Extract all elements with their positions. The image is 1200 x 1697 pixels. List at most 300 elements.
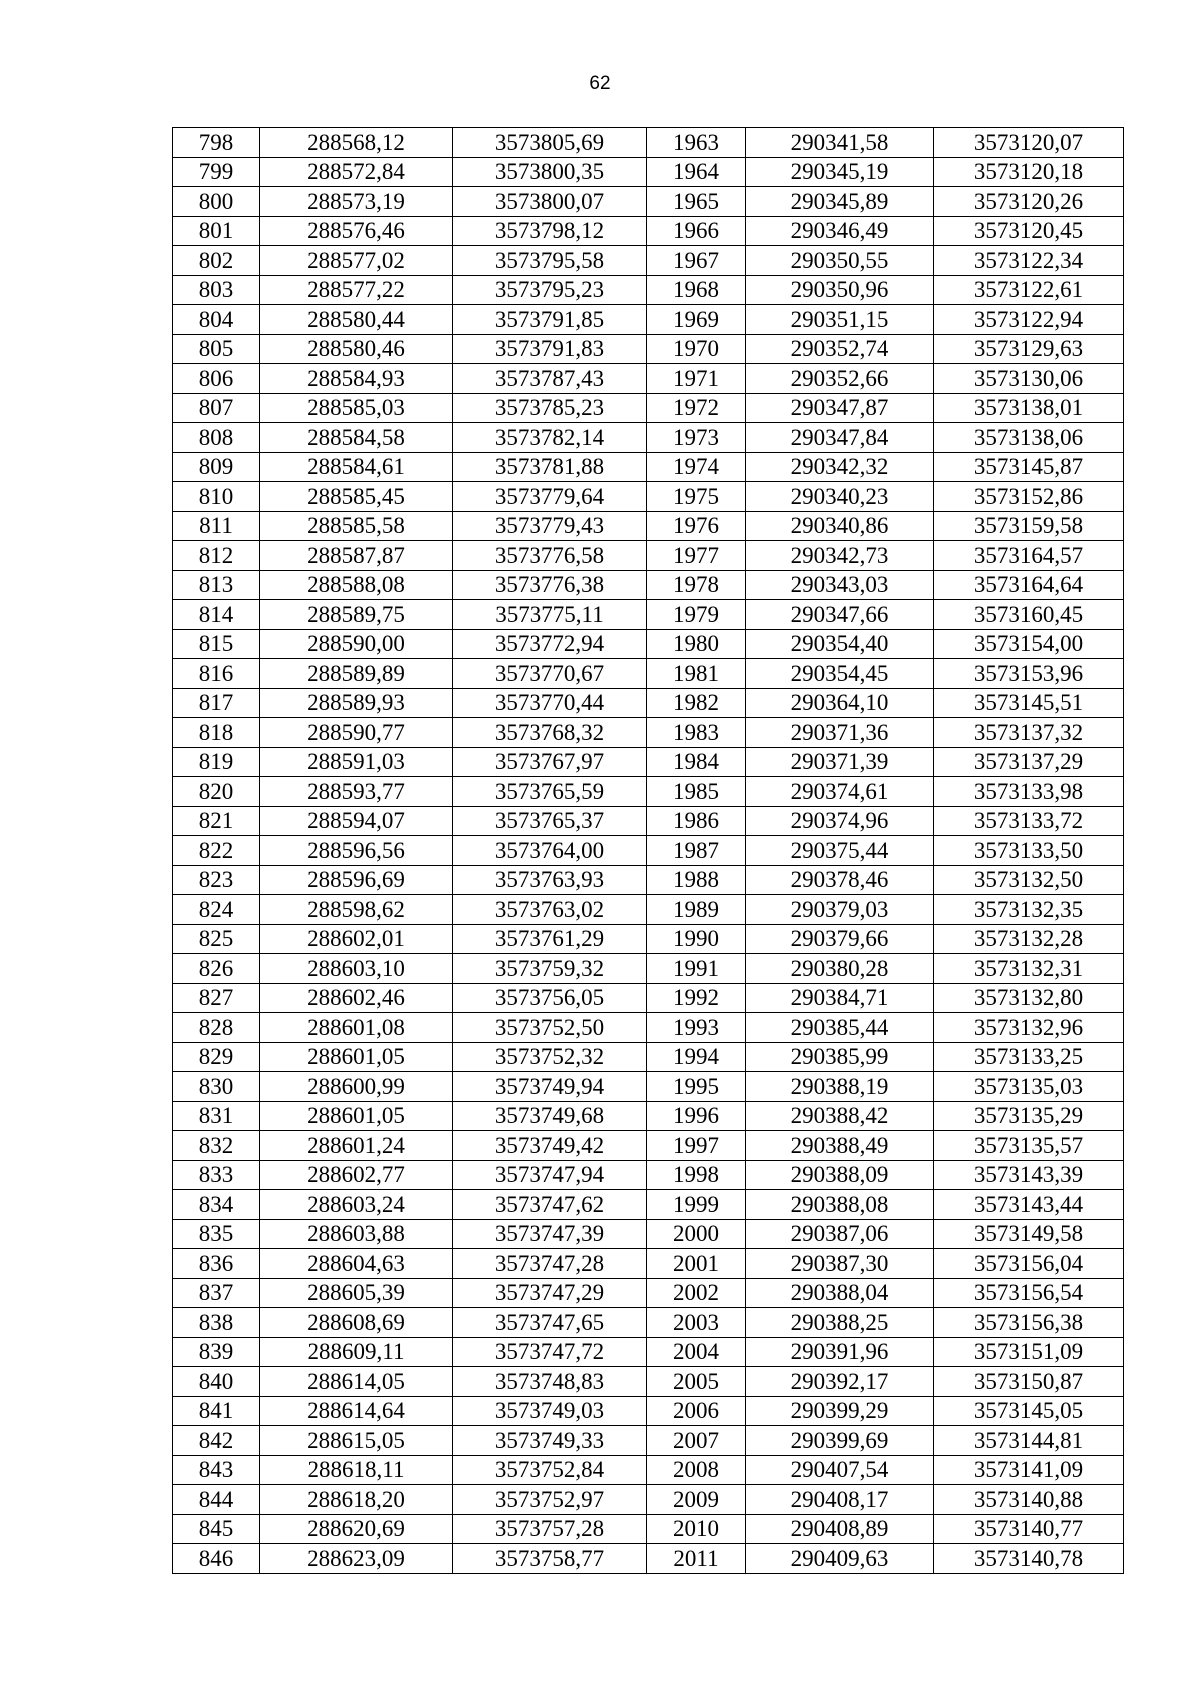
table-cell-y-coordinate-left: 3573761,29 bbox=[453, 924, 647, 954]
table-cell-point-number-left: 823 bbox=[173, 865, 260, 895]
table-row bbox=[173, 718, 1124, 748]
table-cell-y-coordinate-left: 3573772,94 bbox=[453, 629, 647, 659]
table-cell-y-coordinate-left: 3573747,62 bbox=[453, 1190, 647, 1220]
table-cell-y-coordinate-right: 3573120,07 bbox=[934, 128, 1124, 158]
table-cell-y-coordinate-right: 3573151,09 bbox=[934, 1337, 1124, 1367]
table-cell-point-number-left: 804 bbox=[173, 305, 260, 335]
table-cell-point-number-right: 1974 bbox=[647, 452, 746, 482]
table-row bbox=[173, 275, 1124, 305]
coordinates-table-body bbox=[173, 128, 1124, 1574]
table-row bbox=[173, 511, 1124, 541]
table-cell-x-coordinate-right: 290350,96 bbox=[746, 275, 934, 305]
table-cell-x-coordinate-right: 290351,15 bbox=[746, 305, 934, 335]
table-cell-y-coordinate-left: 3573791,85 bbox=[453, 305, 647, 335]
table-cell-point-number-left: 802 bbox=[173, 246, 260, 276]
table-cell-x-coordinate-right: 290385,44 bbox=[746, 1013, 934, 1043]
table-cell-y-coordinate-left: 3573759,32 bbox=[453, 954, 647, 984]
table-row bbox=[173, 1042, 1124, 1072]
table-cell-x-coordinate-right: 290352,74 bbox=[746, 334, 934, 364]
table-cell-x-coordinate-left: 288572,84 bbox=[260, 157, 453, 187]
table-cell-y-coordinate-left: 3573747,29 bbox=[453, 1278, 647, 1308]
table-cell-x-coordinate-left: 288573,19 bbox=[260, 187, 453, 217]
table-cell-x-coordinate-left: 288620,69 bbox=[260, 1514, 453, 1544]
table-row bbox=[173, 1367, 1124, 1397]
table-cell-x-coordinate-right: 290342,73 bbox=[746, 541, 934, 571]
table-cell-point-number-left: 818 bbox=[173, 718, 260, 748]
table-row bbox=[173, 1219, 1124, 1249]
table-cell-point-number-left: 808 bbox=[173, 423, 260, 453]
table-row bbox=[173, 216, 1124, 246]
table-cell-y-coordinate-left: 3573752,32 bbox=[453, 1042, 647, 1072]
table-cell-y-coordinate-left: 3573747,94 bbox=[453, 1160, 647, 1190]
table-cell-y-coordinate-left: 3573758,77 bbox=[453, 1544, 647, 1574]
table-cell-point-number-left: 814 bbox=[173, 600, 260, 630]
table-cell-point-number-right: 1973 bbox=[647, 423, 746, 453]
table-cell-x-coordinate-right: 290388,08 bbox=[746, 1190, 934, 1220]
table-row bbox=[173, 688, 1124, 718]
table-cell-x-coordinate-left: 288587,87 bbox=[260, 541, 453, 571]
table-cell-y-coordinate-right: 3573149,58 bbox=[934, 1219, 1124, 1249]
table-cell-point-number-left: 845 bbox=[173, 1514, 260, 1544]
table-cell-y-coordinate-right: 3573150,87 bbox=[934, 1367, 1124, 1397]
table-cell-x-coordinate-right: 290371,39 bbox=[746, 747, 934, 777]
table-row bbox=[173, 393, 1124, 423]
table-cell-point-number-left: 833 bbox=[173, 1160, 260, 1190]
table-cell-y-coordinate-left: 3573749,42 bbox=[453, 1131, 647, 1161]
table-cell-x-coordinate-left: 288603,88 bbox=[260, 1219, 453, 1249]
table-row bbox=[173, 452, 1124, 482]
table-cell-x-coordinate-left: 288614,64 bbox=[260, 1396, 453, 1426]
table-cell-y-coordinate-left: 3573800,07 bbox=[453, 187, 647, 217]
table-cell-point-number-left: 827 bbox=[173, 983, 260, 1013]
table-row bbox=[173, 187, 1124, 217]
table-cell-x-coordinate-right: 290399,69 bbox=[746, 1426, 934, 1456]
table-cell-x-coordinate-left: 288585,58 bbox=[260, 511, 453, 541]
table-row bbox=[173, 836, 1124, 866]
table-cell-point-number-right: 2006 bbox=[647, 1396, 746, 1426]
table-cell-x-coordinate-right: 290388,19 bbox=[746, 1072, 934, 1102]
table-cell-x-coordinate-left: 288596,56 bbox=[260, 836, 453, 866]
table-cell-x-coordinate-left: 288604,63 bbox=[260, 1249, 453, 1279]
table-row bbox=[173, 364, 1124, 394]
table-cell-point-number-right: 2009 bbox=[647, 1485, 746, 1515]
table-cell-point-number-left: 800 bbox=[173, 187, 260, 217]
table-cell-x-coordinate-right: 290371,36 bbox=[746, 718, 934, 748]
table-cell-y-coordinate-left: 3573749,94 bbox=[453, 1072, 647, 1102]
table-row bbox=[173, 806, 1124, 836]
table-cell-y-coordinate-right: 3573122,34 bbox=[934, 246, 1124, 276]
table-cell-x-coordinate-right: 290354,45 bbox=[746, 659, 934, 689]
table-cell-point-number-right: 1996 bbox=[647, 1101, 746, 1131]
table-row bbox=[173, 1426, 1124, 1456]
table-row bbox=[173, 334, 1124, 364]
table-cell-x-coordinate-right: 290347,87 bbox=[746, 393, 934, 423]
table-cell-x-coordinate-right: 290354,40 bbox=[746, 629, 934, 659]
table-cell-y-coordinate-left: 3573748,83 bbox=[453, 1367, 647, 1397]
table-cell-x-coordinate-left: 288580,46 bbox=[260, 334, 453, 364]
table-cell-x-coordinate-left: 288618,20 bbox=[260, 1485, 453, 1515]
table-row bbox=[173, 1485, 1124, 1515]
table-row bbox=[173, 246, 1124, 276]
table-row bbox=[173, 1013, 1124, 1043]
table-row bbox=[173, 983, 1124, 1013]
table-cell-x-coordinate-right: 290407,54 bbox=[746, 1455, 934, 1485]
table-cell-point-number-right: 1975 bbox=[647, 482, 746, 512]
table-cell-point-number-right: 1966 bbox=[647, 216, 746, 246]
table-cell-point-number-left: 806 bbox=[173, 364, 260, 394]
table-row bbox=[173, 1544, 1124, 1574]
table-cell-point-number-left: 835 bbox=[173, 1219, 260, 1249]
table-cell-y-coordinate-left: 3573779,64 bbox=[453, 482, 647, 512]
table-cell-point-number-right: 1994 bbox=[647, 1042, 746, 1072]
table-row bbox=[173, 1337, 1124, 1367]
table-cell-y-coordinate-right: 3573141,09 bbox=[934, 1455, 1124, 1485]
table-cell-point-number-right: 2005 bbox=[647, 1367, 746, 1397]
table-cell-x-coordinate-left: 288577,22 bbox=[260, 275, 453, 305]
table-cell-point-number-right: 1976 bbox=[647, 511, 746, 541]
table-cell-point-number-left: 842 bbox=[173, 1426, 260, 1456]
table-cell-y-coordinate-left: 3573763,02 bbox=[453, 895, 647, 925]
table-cell-y-coordinate-right: 3573135,29 bbox=[934, 1101, 1124, 1131]
table-cell-x-coordinate-right: 290387,06 bbox=[746, 1219, 934, 1249]
table-cell-y-coordinate-left: 3573765,59 bbox=[453, 777, 647, 807]
table-cell-x-coordinate-right: 290343,03 bbox=[746, 570, 934, 600]
table-cell-y-coordinate-left: 3573749,03 bbox=[453, 1396, 647, 1426]
table-cell-y-coordinate-right: 3573138,01 bbox=[934, 393, 1124, 423]
table-cell-y-coordinate-left: 3573768,32 bbox=[453, 718, 647, 748]
table-cell-x-coordinate-left: 288568,12 bbox=[260, 128, 453, 158]
table-cell-point-number-left: 840 bbox=[173, 1367, 260, 1397]
table-cell-x-coordinate-left: 288589,75 bbox=[260, 600, 453, 630]
table-cell-x-coordinate-right: 290350,55 bbox=[746, 246, 934, 276]
table-cell-point-number-left: 819 bbox=[173, 747, 260, 777]
table-cell-x-coordinate-right: 290387,30 bbox=[746, 1249, 934, 1279]
table-cell-y-coordinate-right: 3573152,86 bbox=[934, 482, 1124, 512]
table-cell-point-number-right: 2011 bbox=[647, 1544, 746, 1574]
table-cell-x-coordinate-left: 288580,44 bbox=[260, 305, 453, 335]
table-cell-x-coordinate-left: 288576,46 bbox=[260, 216, 453, 246]
table-cell-point-number-left: 820 bbox=[173, 777, 260, 807]
table-cell-y-coordinate-left: 3573747,72 bbox=[453, 1337, 647, 1367]
table-cell-point-number-right: 1971 bbox=[647, 364, 746, 394]
table-cell-point-number-right: 1964 bbox=[647, 157, 746, 187]
table-cell-point-number-left: 812 bbox=[173, 541, 260, 571]
table-cell-point-number-left: 817 bbox=[173, 688, 260, 718]
table-cell-x-coordinate-right: 290345,19 bbox=[746, 157, 934, 187]
table-cell-point-number-left: 801 bbox=[173, 216, 260, 246]
table-cell-x-coordinate-left: 288598,62 bbox=[260, 895, 453, 925]
table-cell-point-number-right: 1981 bbox=[647, 659, 746, 689]
table-cell-x-coordinate-left: 288596,69 bbox=[260, 865, 453, 895]
table-row bbox=[173, 157, 1124, 187]
table-cell-x-coordinate-left: 288623,09 bbox=[260, 1544, 453, 1574]
coordinates-table bbox=[172, 127, 1124, 1574]
table-cell-point-number-left: 846 bbox=[173, 1544, 260, 1574]
table-cell-y-coordinate-right: 3573135,03 bbox=[934, 1072, 1124, 1102]
table-cell-point-number-right: 1986 bbox=[647, 806, 746, 836]
table-cell-y-coordinate-right: 3573135,57 bbox=[934, 1131, 1124, 1161]
table-cell-point-number-right: 1985 bbox=[647, 777, 746, 807]
table-row bbox=[173, 659, 1124, 689]
table-cell-y-coordinate-right: 3573137,32 bbox=[934, 718, 1124, 748]
table-cell-x-coordinate-right: 290347,66 bbox=[746, 600, 934, 630]
table-cell-y-coordinate-left: 3573770,67 bbox=[453, 659, 647, 689]
table-cell-point-number-left: 824 bbox=[173, 895, 260, 925]
table-cell-point-number-right: 2008 bbox=[647, 1455, 746, 1485]
table-cell-point-number-left: 830 bbox=[173, 1072, 260, 1102]
table-row bbox=[173, 1160, 1124, 1190]
table-cell-point-number-right: 2007 bbox=[647, 1426, 746, 1456]
table-row bbox=[173, 1455, 1124, 1485]
table-cell-point-number-left: 834 bbox=[173, 1190, 260, 1220]
table-cell-point-number-right: 1969 bbox=[647, 305, 746, 335]
table-cell-y-coordinate-right: 3573132,80 bbox=[934, 983, 1124, 1013]
table-row bbox=[173, 1396, 1124, 1426]
table-cell-y-coordinate-left: 3573775,11 bbox=[453, 600, 647, 630]
table-cell-x-coordinate-right: 290364,10 bbox=[746, 688, 934, 718]
table-cell-y-coordinate-left: 3573795,58 bbox=[453, 246, 647, 276]
table-cell-point-number-right: 1979 bbox=[647, 600, 746, 630]
table-cell-x-coordinate-left: 288603,24 bbox=[260, 1190, 453, 1220]
table-cell-y-coordinate-right: 3573145,51 bbox=[934, 688, 1124, 718]
table-cell-x-coordinate-left: 288593,77 bbox=[260, 777, 453, 807]
table-cell-y-coordinate-right: 3573153,96 bbox=[934, 659, 1124, 689]
table-cell-y-coordinate-right: 3573132,96 bbox=[934, 1013, 1124, 1043]
table-cell-point-number-left: 799 bbox=[173, 157, 260, 187]
table-cell-x-coordinate-left: 288601,05 bbox=[260, 1101, 453, 1131]
table-cell-point-number-right: 2002 bbox=[647, 1278, 746, 1308]
table-cell-point-number-left: 816 bbox=[173, 659, 260, 689]
table-cell-point-number-left: 821 bbox=[173, 806, 260, 836]
table-cell-x-coordinate-right: 290374,96 bbox=[746, 806, 934, 836]
table-cell-x-coordinate-right: 290388,25 bbox=[746, 1308, 934, 1338]
table-cell-point-number-left: 803 bbox=[173, 275, 260, 305]
table-cell-y-coordinate-right: 3573120,18 bbox=[934, 157, 1124, 187]
table-cell-x-coordinate-left: 288590,00 bbox=[260, 629, 453, 659]
table-cell-x-coordinate-left: 288615,05 bbox=[260, 1426, 453, 1456]
table-cell-x-coordinate-right: 290347,84 bbox=[746, 423, 934, 453]
table-cell-point-number-right: 1968 bbox=[647, 275, 746, 305]
table-row bbox=[173, 570, 1124, 600]
table-row bbox=[173, 1131, 1124, 1161]
table-cell-point-number-right: 1984 bbox=[647, 747, 746, 777]
table-cell-y-coordinate-right: 3573164,57 bbox=[934, 541, 1124, 571]
table-row bbox=[173, 1278, 1124, 1308]
table-cell-y-coordinate-right: 3573120,45 bbox=[934, 216, 1124, 246]
table-cell-y-coordinate-left: 3573776,38 bbox=[453, 570, 647, 600]
table-row bbox=[173, 629, 1124, 659]
table-row bbox=[173, 1308, 1124, 1338]
table-cell-x-coordinate-left: 288602,46 bbox=[260, 983, 453, 1013]
table-cell-point-number-right: 1977 bbox=[647, 541, 746, 571]
table-cell-point-number-left: 843 bbox=[173, 1455, 260, 1485]
table-cell-point-number-left: 831 bbox=[173, 1101, 260, 1131]
table-cell-point-number-left: 828 bbox=[173, 1013, 260, 1043]
table-cell-y-coordinate-left: 3573795,23 bbox=[453, 275, 647, 305]
table-cell-y-coordinate-right: 3573132,31 bbox=[934, 954, 1124, 984]
table-cell-x-coordinate-left: 288602,77 bbox=[260, 1160, 453, 1190]
table-row bbox=[173, 895, 1124, 925]
table-cell-x-coordinate-right: 290409,63 bbox=[746, 1544, 934, 1574]
table-cell-x-coordinate-right: 290340,86 bbox=[746, 511, 934, 541]
table-cell-y-coordinate-right: 3573140,78 bbox=[934, 1544, 1124, 1574]
table-cell-point-number-right: 1992 bbox=[647, 983, 746, 1013]
page-number: 62 bbox=[589, 73, 611, 94]
table-cell-y-coordinate-right: 3573133,25 bbox=[934, 1042, 1124, 1072]
table-cell-y-coordinate-right: 3573156,04 bbox=[934, 1249, 1124, 1279]
table-cell-x-coordinate-right: 290379,03 bbox=[746, 895, 934, 925]
table-cell-x-coordinate-right: 290408,89 bbox=[746, 1514, 934, 1544]
table-cell-point-number-right: 1988 bbox=[647, 865, 746, 895]
table-cell-y-coordinate-right: 3573144,81 bbox=[934, 1426, 1124, 1456]
table-cell-x-coordinate-right: 290374,61 bbox=[746, 777, 934, 807]
table-cell-x-coordinate-left: 288588,08 bbox=[260, 570, 453, 600]
table-cell-point-number-right: 1982 bbox=[647, 688, 746, 718]
table-cell-y-coordinate-left: 3573764,00 bbox=[453, 836, 647, 866]
table-cell-y-coordinate-right: 3573145,87 bbox=[934, 452, 1124, 482]
table-cell-y-coordinate-left: 3573767,97 bbox=[453, 747, 647, 777]
table-row bbox=[173, 1072, 1124, 1102]
table-cell-x-coordinate-left: 288577,02 bbox=[260, 246, 453, 276]
table-cell-x-coordinate-left: 288601,05 bbox=[260, 1042, 453, 1072]
table-cell-y-coordinate-left: 3573747,28 bbox=[453, 1249, 647, 1279]
table-cell-y-coordinate-left: 3573805,69 bbox=[453, 128, 647, 158]
table-cell-x-coordinate-right: 290341,58 bbox=[746, 128, 934, 158]
table-row bbox=[173, 865, 1124, 895]
table-row bbox=[173, 1190, 1124, 1220]
table-cell-y-coordinate-right: 3573143,44 bbox=[934, 1190, 1124, 1220]
table-cell-point-number-left: 815 bbox=[173, 629, 260, 659]
table-cell-y-coordinate-right: 3573132,50 bbox=[934, 865, 1124, 895]
table-cell-y-coordinate-left: 3573779,43 bbox=[453, 511, 647, 541]
table-cell-x-coordinate-left: 288601,24 bbox=[260, 1131, 453, 1161]
table-cell-x-coordinate-left: 288585,03 bbox=[260, 393, 453, 423]
table-cell-y-coordinate-left: 3573747,39 bbox=[453, 1219, 647, 1249]
table-cell-point-number-right: 1989 bbox=[647, 895, 746, 925]
table-cell-y-coordinate-right: 3573156,38 bbox=[934, 1308, 1124, 1338]
table-cell-point-number-left: 822 bbox=[173, 836, 260, 866]
table-cell-point-number-right: 1970 bbox=[647, 334, 746, 364]
table-cell-point-number-right: 1993 bbox=[647, 1013, 746, 1043]
table-cell-point-number-right: 1999 bbox=[647, 1190, 746, 1220]
table-cell-y-coordinate-left: 3573752,84 bbox=[453, 1455, 647, 1485]
table-cell-point-number-right: 1998 bbox=[647, 1160, 746, 1190]
table-cell-x-coordinate-right: 290388,09 bbox=[746, 1160, 934, 1190]
table-cell-point-number-right: 2010 bbox=[647, 1514, 746, 1544]
table-cell-x-coordinate-right: 290379,66 bbox=[746, 924, 934, 954]
table-cell-point-number-left: 809 bbox=[173, 452, 260, 482]
table-cell-x-coordinate-left: 288584,58 bbox=[260, 423, 453, 453]
table-cell-y-coordinate-right: 3573143,39 bbox=[934, 1160, 1124, 1190]
table-cell-x-coordinate-right: 290345,89 bbox=[746, 187, 934, 217]
table-row bbox=[173, 305, 1124, 335]
table-cell-x-coordinate-right: 290375,44 bbox=[746, 836, 934, 866]
table-cell-y-coordinate-left: 3573781,88 bbox=[453, 452, 647, 482]
table-cell-point-number-left: 832 bbox=[173, 1131, 260, 1161]
table-cell-y-coordinate-left: 3573791,83 bbox=[453, 334, 647, 364]
table-cell-x-coordinate-left: 288590,77 bbox=[260, 718, 453, 748]
table-cell-y-coordinate-right: 3573154,00 bbox=[934, 629, 1124, 659]
table-cell-point-number-right: 2004 bbox=[647, 1337, 746, 1367]
table-cell-point-number-right: 1978 bbox=[647, 570, 746, 600]
table-cell-x-coordinate-right: 290378,46 bbox=[746, 865, 934, 895]
table-cell-y-coordinate-left: 3573756,05 bbox=[453, 983, 647, 1013]
table-cell-x-coordinate-left: 288591,03 bbox=[260, 747, 453, 777]
table-cell-x-coordinate-left: 288608,69 bbox=[260, 1308, 453, 1338]
table-cell-y-coordinate-left: 3573749,33 bbox=[453, 1426, 647, 1456]
table-cell-point-number-left: 841 bbox=[173, 1396, 260, 1426]
table-cell-y-coordinate-left: 3573752,97 bbox=[453, 1485, 647, 1515]
table-cell-point-number-right: 1983 bbox=[647, 718, 746, 748]
table-cell-x-coordinate-left: 288589,89 bbox=[260, 659, 453, 689]
table-cell-y-coordinate-left: 3573785,23 bbox=[453, 393, 647, 423]
table-cell-x-coordinate-left: 288609,11 bbox=[260, 1337, 453, 1367]
table-cell-y-coordinate-left: 3573765,37 bbox=[453, 806, 647, 836]
table-cell-y-coordinate-right: 3573159,58 bbox=[934, 511, 1124, 541]
table-cell-y-coordinate-right: 3573138,06 bbox=[934, 423, 1124, 453]
table-row bbox=[173, 777, 1124, 807]
table-cell-x-coordinate-left: 288601,08 bbox=[260, 1013, 453, 1043]
table-cell-x-coordinate-right: 290399,29 bbox=[746, 1396, 934, 1426]
table-cell-point-number-left: 810 bbox=[173, 482, 260, 512]
table-cell-x-coordinate-left: 288589,93 bbox=[260, 688, 453, 718]
table-cell-y-coordinate-right: 3573130,06 bbox=[934, 364, 1124, 394]
table-cell-y-coordinate-right: 3573132,35 bbox=[934, 895, 1124, 925]
table-row bbox=[173, 954, 1124, 984]
table-cell-point-number-right: 1980 bbox=[647, 629, 746, 659]
table-cell-x-coordinate-right: 290346,49 bbox=[746, 216, 934, 246]
table-cell-x-coordinate-right: 290408,17 bbox=[746, 1485, 934, 1515]
table-cell-y-coordinate-right: 3573129,63 bbox=[934, 334, 1124, 364]
table-cell-point-number-right: 2001 bbox=[647, 1249, 746, 1279]
table-cell-y-coordinate-right: 3573140,77 bbox=[934, 1514, 1124, 1544]
table-cell-x-coordinate-right: 290385,99 bbox=[746, 1042, 934, 1072]
table-cell-x-coordinate-left: 288614,05 bbox=[260, 1367, 453, 1397]
table-cell-y-coordinate-right: 3573122,61 bbox=[934, 275, 1124, 305]
table-cell-point-number-right: 1963 bbox=[647, 128, 746, 158]
table-cell-y-coordinate-left: 3573776,58 bbox=[453, 541, 647, 571]
table-cell-y-coordinate-left: 3573800,35 bbox=[453, 157, 647, 187]
table-cell-y-coordinate-left: 3573770,44 bbox=[453, 688, 647, 718]
table-cell-point-number-left: 836 bbox=[173, 1249, 260, 1279]
table-cell-point-number-right: 1997 bbox=[647, 1131, 746, 1161]
table-cell-x-coordinate-left: 288618,11 bbox=[260, 1455, 453, 1485]
table-row bbox=[173, 423, 1124, 453]
table-cell-point-number-left: 829 bbox=[173, 1042, 260, 1072]
table-cell-point-number-left: 838 bbox=[173, 1308, 260, 1338]
table-cell-x-coordinate-right: 290352,66 bbox=[746, 364, 934, 394]
table-cell-x-coordinate-right: 290380,28 bbox=[746, 954, 934, 984]
table-cell-point-number-right: 1965 bbox=[647, 187, 746, 217]
table-row bbox=[173, 747, 1124, 777]
table-cell-x-coordinate-right: 290388,42 bbox=[746, 1101, 934, 1131]
table-row bbox=[173, 924, 1124, 954]
table-cell-x-coordinate-right: 290388,04 bbox=[746, 1278, 934, 1308]
table-cell-y-coordinate-right: 3573160,45 bbox=[934, 600, 1124, 630]
table-cell-y-coordinate-left: 3573747,65 bbox=[453, 1308, 647, 1338]
table-cell-y-coordinate-right: 3573133,98 bbox=[934, 777, 1124, 807]
table-cell-y-coordinate-right: 3573137,29 bbox=[934, 747, 1124, 777]
table-cell-x-coordinate-right: 290391,96 bbox=[746, 1337, 934, 1367]
table-cell-point-number-right: 2000 bbox=[647, 1219, 746, 1249]
table-cell-point-number-left: 826 bbox=[173, 954, 260, 984]
table-cell-y-coordinate-right: 3573164,64 bbox=[934, 570, 1124, 600]
table-cell-y-coordinate-left: 3573782,14 bbox=[453, 423, 647, 453]
table-row bbox=[173, 482, 1124, 512]
table-cell-x-coordinate-left: 288600,99 bbox=[260, 1072, 453, 1102]
table-cell-y-coordinate-right: 3573133,50 bbox=[934, 836, 1124, 866]
table-cell-point-number-left: 805 bbox=[173, 334, 260, 364]
